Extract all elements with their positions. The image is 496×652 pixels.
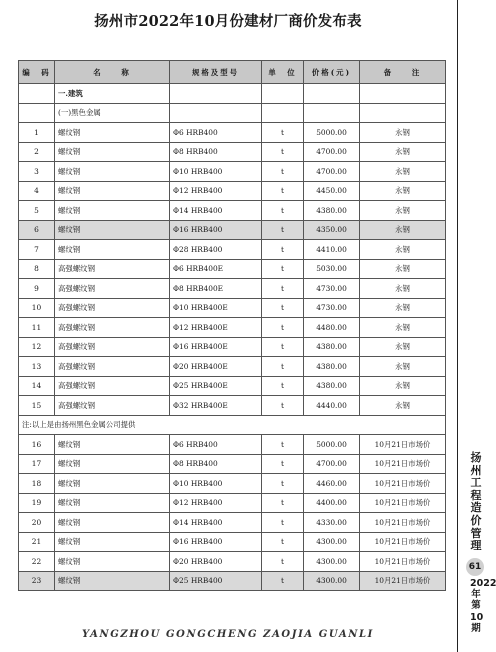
row-name: 高强螺纹钢 <box>55 279 170 299</box>
row-remark: 永钢 <box>360 298 446 318</box>
table-row <box>19 376 446 396</box>
row-spec: Φ10 HRB400 <box>170 162 262 182</box>
row-spec: Φ25 HRB400E <box>170 376 262 396</box>
row-unit: t <box>262 162 304 182</box>
row-unit: t <box>262 493 304 513</box>
table-row <box>19 474 446 494</box>
row-price: 4350.00 <box>304 220 360 240</box>
row-price: 4480.00 <box>304 318 360 338</box>
row-name: 螺纹钢 <box>55 532 170 552</box>
row-remark: 10月21日市场价 <box>360 454 446 474</box>
row-spec: Φ12 HRB400E <box>170 318 262 338</box>
row-unit: t <box>262 181 304 201</box>
row-price: 4450.00 <box>304 181 360 201</box>
row-remark: 10月21日市场价 <box>360 532 446 552</box>
row-code: 4 <box>19 181 55 201</box>
row-spec: Φ20 HRB400E <box>170 357 262 377</box>
row-remark: 10月21日市场价 <box>360 435 446 455</box>
row-code: 21 <box>19 532 55 552</box>
row-spec: Φ6 HRB400E <box>170 259 262 279</box>
row-name: 高强螺纹钢 <box>55 298 170 318</box>
empty-cell <box>170 84 262 104</box>
header-unit: 单 位 <box>262 61 304 84</box>
row-name: 高强螺纹钢 <box>55 337 170 357</box>
empty-cell <box>360 84 446 104</box>
row-name: 螺纹钢 <box>55 474 170 494</box>
section-row <box>19 84 446 104</box>
row-remark: 10月21日市场价 <box>360 474 446 494</box>
row-spec: Φ28 HRB400 <box>170 240 262 260</box>
row-remark: 永钢 <box>360 123 446 143</box>
row-remark: 永钢 <box>360 376 446 396</box>
row-spec: Φ12 HRB400 <box>170 493 262 513</box>
row-unit: t <box>262 318 304 338</box>
empty-cell <box>262 103 304 123</box>
header-price: 价格(元) <box>304 61 360 84</box>
row-price: 4700.00 <box>304 454 360 474</box>
row-code: 6 <box>19 220 55 240</box>
row-unit: t <box>262 376 304 396</box>
row-remark: 永钢 <box>360 279 446 299</box>
table-row <box>19 240 446 260</box>
empty-cell <box>170 103 262 123</box>
row-code: 8 <box>19 259 55 279</box>
row-name: 螺纹钢 <box>55 493 170 513</box>
row-code: 9 <box>19 279 55 299</box>
row-spec: Φ12 HRB400 <box>170 181 262 201</box>
table-row <box>19 298 446 318</box>
row-spec: Φ10 HRB400E <box>170 298 262 318</box>
row-unit: t <box>262 435 304 455</box>
row-price: 4400.00 <box>304 493 360 513</box>
row-price: 4300.00 <box>304 552 360 572</box>
row-remark: 永钢 <box>360 396 446 416</box>
table-row <box>19 552 446 572</box>
row-unit: t <box>262 337 304 357</box>
row-remark: 永钢 <box>360 220 446 240</box>
row-code: 3 <box>19 162 55 182</box>
row-unit: t <box>262 220 304 240</box>
note-row <box>19 415 446 435</box>
row-price: 4380.00 <box>304 337 360 357</box>
table-row <box>19 220 446 240</box>
empty-cell <box>304 103 360 123</box>
row-name: 螺纹钢 <box>55 123 170 143</box>
table-row <box>19 142 446 162</box>
row-code: 10 <box>19 298 55 318</box>
table-row <box>19 201 446 221</box>
row-price: 4700.00 <box>304 162 360 182</box>
row-spec: Φ16 HRB400 <box>170 220 262 240</box>
table-row <box>19 162 446 182</box>
row-code: 17 <box>19 454 55 474</box>
side-divider <box>457 0 458 652</box>
row-code: 22 <box>19 552 55 572</box>
table-row <box>19 181 446 201</box>
row-name: 高强螺纹钢 <box>55 376 170 396</box>
row-remark: 10月21日市场价 <box>360 571 446 591</box>
row-remark: 永钢 <box>360 240 446 260</box>
row-spec: Φ25 HRB400 <box>170 571 262 591</box>
header-name: 名 称 <box>55 61 170 84</box>
row-name: 螺纹钢 <box>55 552 170 572</box>
subsection-label: (一)黑色金属 <box>55 103 170 123</box>
row-remark: 永钢 <box>360 181 446 201</box>
row-unit: t <box>262 240 304 260</box>
row-spec: Φ6 HRB400 <box>170 123 262 143</box>
row-remark: 永钢 <box>360 142 446 162</box>
row-name: 高强螺纹钢 <box>55 318 170 338</box>
row-unit: t <box>262 259 304 279</box>
row-price: 4300.00 <box>304 571 360 591</box>
row-spec: Φ14 HRB400 <box>170 201 262 221</box>
row-remark: 10月21日市场价 <box>360 552 446 572</box>
section-code-cell <box>19 84 55 104</box>
row-code: 16 <box>19 435 55 455</box>
row-spec: Φ16 HRB400E <box>170 337 262 357</box>
row-name: 螺纹钢 <box>55 162 170 182</box>
note-text: 注:以上是由扬州黑色金属公司提供 <box>19 415 446 435</box>
row-name: 螺纹钢 <box>55 513 170 533</box>
row-unit: t <box>262 279 304 299</box>
row-spec: Φ32 HRB400E <box>170 396 262 416</box>
row-unit: t <box>262 396 304 416</box>
row-name: 螺纹钢 <box>55 435 170 455</box>
row-spec: Φ8 HRB400 <box>170 142 262 162</box>
row-code: 20 <box>19 513 55 533</box>
row-price: 4440.00 <box>304 396 360 416</box>
row-spec: Φ8 HRB400 <box>170 454 262 474</box>
section-label: 一.建筑 <box>55 84 170 104</box>
row-code: 14 <box>19 376 55 396</box>
row-spec: Φ8 HRB400E <box>170 279 262 299</box>
row-unit: t <box>262 552 304 572</box>
table-row <box>19 571 446 591</box>
row-code: 23 <box>19 571 55 591</box>
table-row <box>19 123 446 143</box>
row-price: 4300.00 <box>304 532 360 552</box>
row-code: 13 <box>19 357 55 377</box>
row-code: 15 <box>19 396 55 416</box>
row-remark: 永钢 <box>360 318 446 338</box>
table-row <box>19 532 446 552</box>
row-name: 螺纹钢 <box>55 571 170 591</box>
row-price: 4380.00 <box>304 201 360 221</box>
table-row <box>19 513 446 533</box>
subsection-code-cell <box>19 103 55 123</box>
row-unit: t <box>262 474 304 494</box>
row-price: 4730.00 <box>304 298 360 318</box>
row-code: 7 <box>19 240 55 260</box>
table-row <box>19 396 446 416</box>
row-remark: 10月21日市场价 <box>360 493 446 513</box>
row-price: 4380.00 <box>304 376 360 396</box>
row-name: 高强螺纹钢 <box>55 357 170 377</box>
empty-cell <box>304 84 360 104</box>
row-spec: Φ16 HRB400 <box>170 532 262 552</box>
row-price: 4410.00 <box>304 240 360 260</box>
row-remark: 永钢 <box>360 337 446 357</box>
row-code: 18 <box>19 474 55 494</box>
empty-cell <box>262 84 304 104</box>
row-code: 11 <box>19 318 55 338</box>
side-bar <box>457 0 496 652</box>
row-spec: Φ14 HRB400 <box>170 513 262 533</box>
table-row <box>19 493 446 513</box>
row-code: 19 <box>19 493 55 513</box>
row-code: 5 <box>19 201 55 221</box>
table-row <box>19 279 446 299</box>
table-row <box>19 435 446 455</box>
table-body <box>19 84 446 591</box>
row-code: 12 <box>19 337 55 357</box>
table-row <box>19 357 446 377</box>
page-title: 扬州市2022年10月份建材厂商价发布表 <box>94 13 362 30</box>
row-unit: t <box>262 123 304 143</box>
row-price: 5000.00 <box>304 123 360 143</box>
row-unit: t <box>262 513 304 533</box>
row-code: 1 <box>19 123 55 143</box>
row-unit: t <box>262 357 304 377</box>
header-code: 编 码 <box>19 61 55 84</box>
magazine-title: 扬州工程造价管理 <box>470 451 482 553</box>
row-name: 螺纹钢 <box>55 142 170 162</box>
header-remark: 备 注 <box>360 61 446 84</box>
row-unit: t <box>262 142 304 162</box>
row-name: 螺纹钢 <box>55 181 170 201</box>
row-name: 高强螺纹钢 <box>55 259 170 279</box>
row-unit: t <box>262 454 304 474</box>
row-spec: Φ20 HRB400 <box>170 552 262 572</box>
row-remark: 永钢 <box>360 201 446 221</box>
row-unit: t <box>262 201 304 221</box>
row-unit: t <box>262 571 304 591</box>
table-row <box>19 337 446 357</box>
price-table <box>18 60 446 591</box>
table-header-row <box>19 61 446 84</box>
row-remark: 永钢 <box>360 357 446 377</box>
header-spec: 规格及型号 <box>170 61 262 84</box>
footer-text: YANGZHOU GONGCHENG ZAOJIA GUANLI <box>82 629 374 640</box>
page-number: 61 <box>466 558 484 576</box>
row-price: 4460.00 <box>304 474 360 494</box>
row-price: 4730.00 <box>304 279 360 299</box>
table-row <box>19 454 446 474</box>
row-price: 4700.00 <box>304 142 360 162</box>
subsection-row <box>19 103 446 123</box>
row-price: 5030.00 <box>304 259 360 279</box>
row-unit: t <box>262 298 304 318</box>
row-name: 螺纹钢 <box>55 201 170 221</box>
row-name: 高强螺纹钢 <box>55 396 170 416</box>
issue-label: 2022年第10期 <box>470 578 496 634</box>
table-row <box>19 259 446 279</box>
row-spec: Φ6 HRB400 <box>170 435 262 455</box>
row-name: 螺纹钢 <box>55 220 170 240</box>
row-price: 5000.00 <box>304 435 360 455</box>
row-code: 2 <box>19 142 55 162</box>
row-name: 螺纹钢 <box>55 454 170 474</box>
row-spec: Φ10 HRB400 <box>170 474 262 494</box>
row-price: 4380.00 <box>304 357 360 377</box>
table-row <box>19 318 446 338</box>
row-name: 螺纹钢 <box>55 240 170 260</box>
row-remark: 10月21日市场价 <box>360 513 446 533</box>
row-unit: t <box>262 532 304 552</box>
row-price: 4330.00 <box>304 513 360 533</box>
row-remark: 永钢 <box>360 259 446 279</box>
row-remark: 永钢 <box>360 162 446 182</box>
empty-cell <box>360 103 446 123</box>
